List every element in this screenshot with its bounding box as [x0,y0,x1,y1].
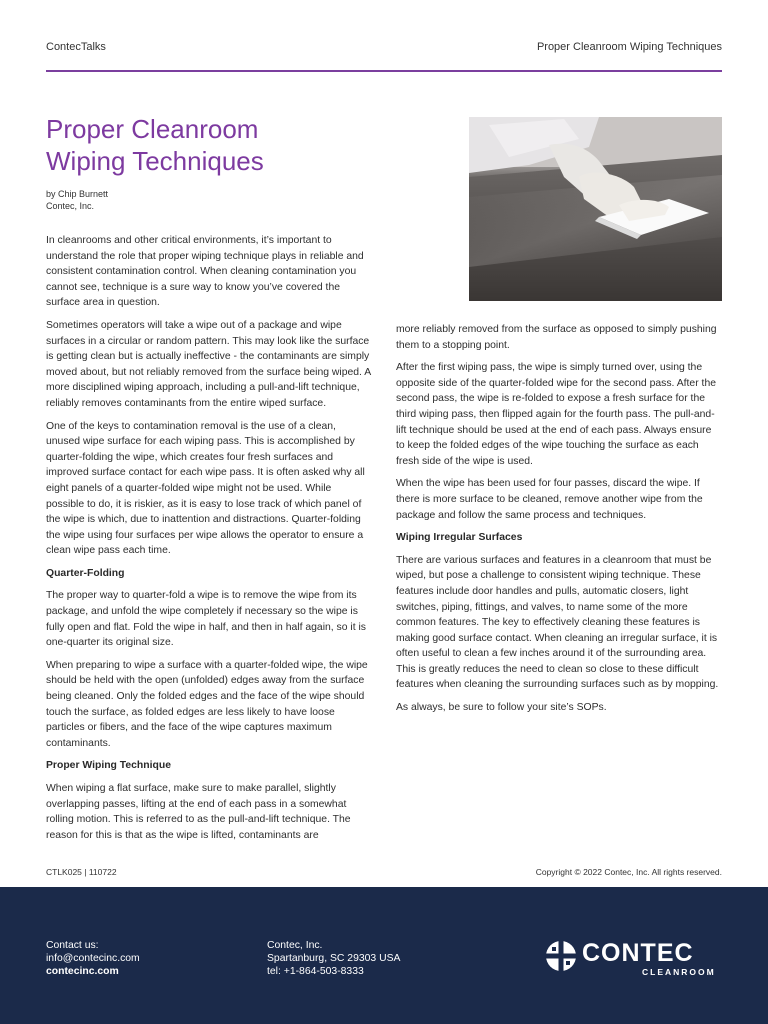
contec-logo [544,939,724,979]
logo-subtitle: CLEANROOM [642,967,716,977]
section-heading-quarter-folding: Quarter-Folding [46,567,125,579]
website-link[interactable]: contecinc.com [46,966,119,977]
title-line-1: Proper Cleanroom [46,114,259,144]
byline [46,188,108,212]
paragraph: When preparing to wipe a surface with a quarter-folded wipe, the wipe should be held with the open (unfolded) edges away from the surface being cleaned. Only the folded edges and the face of the wipe should touch the surface, as folded edges are less likely to have loose particles or fibers, and the face of the wipe captures maximum contaminants. [46,659,368,749]
byline-author: by Chip Burnett [46,189,109,199]
header-doc-title: Proper Cleanroom Wiping Techniques [536,41,722,53]
paragraph: One of the keys to contamination removal is the use of a clean, unused wipe surface for each wiping pass. This is accomplished by quarter-folding the wipe, which creates four fresh surfaces and improved surface contact for each wipe pass. It is often asked why all eight panels of a quarter-folded wipe might not be used. While possible to do, it is riskier, as it is easy to lose track of which panel of the wipe is which, due to inattention and distractions. Quarter-folding the wipe using four surfaces per wipe allows the operator to ensure a clean wipe pass each time. [46,420,365,557]
paragraph: The proper way to quarter-fold a wipe is to remove the wipe from its package, and unfold the wipe completely if necessary so the wipe is fully open and flat. Fold the wipe in half, and then in half again, so it is one-quarter its original size. [46,590,367,649]
company-phone: tel: +1-864-503-8333 [267,966,364,977]
contec-logo-icon [544,939,578,973]
paragraph: There are various surfaces and features in a cleanroom that must be wiped, but pose a challenge to consistent wiping technique. These features include door handles and pulls, automatic closers, light switches, piping, fittings, and valves, to name some of the more common features. The key to effectively cleaning these features is making good surface contact. When cleaning an irregular surface, it is often useful to clean a few inches around it of the surrounding area. This is greatly reduces the need to clean so close to these difficult features when cleaning the surrounding surfaces such as by mopping. [396,554,719,691]
footer-contact [46,939,140,978]
header-brand: ContecTalks [46,41,106,53]
document-code: CTLK025 | 110722 [46,867,117,877]
copyright-notice: Copyright © 2022 Contec, Inc. All rights reserved. [535,867,722,877]
contact-label: Contact us: [46,940,99,951]
gloved-hand-wiping-illustration [469,117,722,301]
paragraph: In cleanrooms and other critical environments, it’s important to understand the role that proper wiping technique plays in reliable and consistent contamination control. When cleaning contamination you cannot see, technique is a sure way to know you’ve covered the surface area in question. [46,235,364,309]
wiping-photo [469,117,722,301]
byline-company: Contec, Inc. [46,201,95,211]
paragraph: Sometimes operators will take a wipe out of a package and wipe surfaces in a circular or random pattern. This may look like the surface is getting clean but is actually ineffective - the contaminants are simply moved about, but not reliably removed from the surface being wiped. A more disciplined wiping approach, including a pull-and-lift technique, reliably removes contaminants from the entire wiped surface. [46,319,371,409]
article-right-column [396,322,722,723]
paragraph: When the wipe has been used for four passes, discard the wipe. If there is more surface to be cleaned, remove another wipe from the package and follow the same process and techniques. [396,478,703,521]
footer-band [0,887,768,1024]
footer-address [267,939,400,978]
logo-wordmark: CONTEC [582,939,694,967]
paragraph: When wiping a flat surface, make sure to make parallel, slightly overlapping passes, lifting at the end of each pass in a somewhat rolling motion. This is referred to as the pull-and-lift technique. The reason for this is that as the wipe is lifted, contaminants are [46,783,351,841]
section-heading-proper-wiping-technique: Proper Wiping Technique [46,760,171,772]
paragraph: more reliably removed from the surface as opposed to simply pushing them to a stopping point. [396,324,717,351]
article-left-column [46,233,372,850]
title-line-2: Wiping Techniques [46,146,264,176]
section-heading-wiping-irregular-surfaces: Wiping Irregular Surfaces [396,532,523,544]
header-divider [46,70,722,72]
contact-email-link[interactable]: info@contecinc.com [46,953,140,964]
paragraph: As always, be sure to follow your site’s SOPs. [396,702,607,714]
page-title [46,113,376,177]
company-name: Contec, Inc. [267,940,323,951]
paragraph: After the first wiping pass, the wipe is simply turned over, using the opposite side of the quarter-folded wipe for the second pass. After the second pass, the wipe is re-folded to expose a fresh surface for the third wiping pass, then flipped again for the fourth pass. The pull-and-lift technique should be used at the end of each pass. Always ensure to keep the folded edges of the wipe touching the surface as each fresh side of the wipe is used. [396,362,716,467]
company-address: Spartanburg, SC 29303 USA [267,953,401,964]
